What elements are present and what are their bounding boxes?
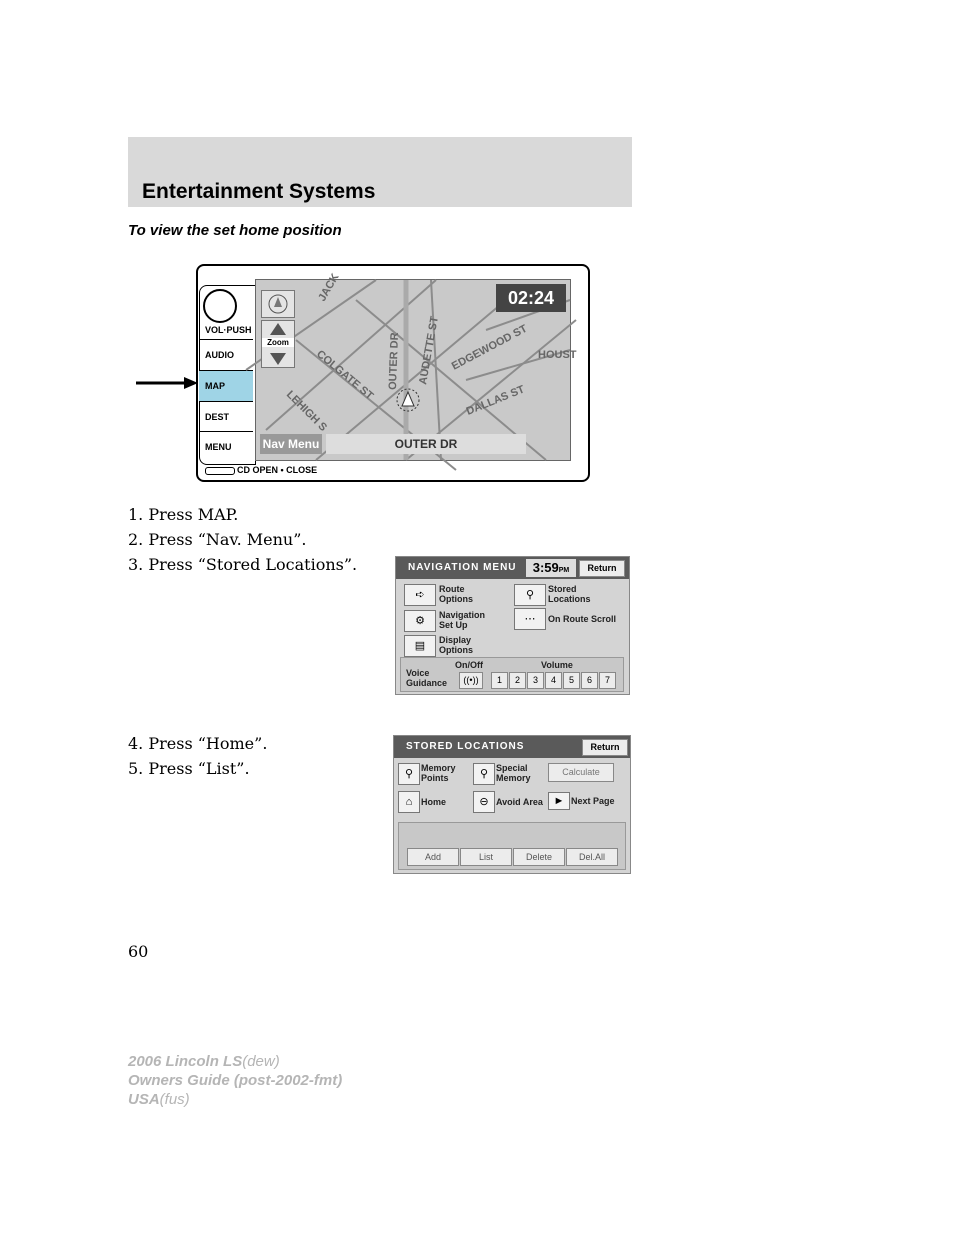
map-street-label: COLGATE ST <box>314 348 376 403</box>
home-icon[interactable]: ⌂ <box>398 791 420 813</box>
step-4: 4. Press “Home”. <box>128 734 268 753</box>
voice-guidance-label: Voice Guidance <box>406 668 448 688</box>
delete-all-button[interactable]: Del.All <box>566 848 618 866</box>
volume-7-button[interactable]: 7 <box>599 672 616 689</box>
step-3: 3. Press “Stored Locations”. <box>128 555 358 574</box>
compass-icon <box>262 291 294 317</box>
nav-screen-time: 3:59PM <box>526 559 576 577</box>
stored-list-area <box>398 822 626 870</box>
navigation-setup-label: Navigation Set Up <box>439 610 486 630</box>
pointer-arrow-icon <box>136 376 200 390</box>
next-page-label: Next Page <box>571 796 615 806</box>
home-label: Home <box>421 797 447 807</box>
compass-button[interactable] <box>261 290 295 318</box>
delete-button[interactable]: Delete <box>513 848 565 866</box>
section-title: Entertainment Systems <box>142 180 376 203</box>
special-memory-icon[interactable]: ⚲ <box>473 763 495 785</box>
cd-label: CD OPEN • CLOSE <box>237 465 318 475</box>
stored-screen-title: STORED LOCATIONS <box>394 736 630 758</box>
calculate-button[interactable]: Calculate <box>548 763 614 782</box>
next-page-icon[interactable]: ► <box>548 792 570 810</box>
avoid-area-icon[interactable]: ⊖ <box>473 791 495 813</box>
list-button[interactable]: List <box>460 848 512 866</box>
map-street-label: LEHIGH S <box>283 388 330 434</box>
add-button[interactable]: Add <box>407 848 459 866</box>
map-street-label: AUDETTE ST <box>417 315 441 386</box>
volume-4-button[interactable]: 4 <box>545 672 562 689</box>
volume-label: Volume <box>541 660 573 670</box>
map-button[interactable]: MAP <box>199 370 253 401</box>
volume-knob[interactable] <box>203 289 237 323</box>
dest-button[interactable]: DEST <box>199 401 253 431</box>
map-display <box>255 271 577 461</box>
voice-guidance-panel <box>400 657 624 692</box>
on-off-label: On/Off <box>455 660 483 670</box>
return-button[interactable]: Return <box>582 739 628 756</box>
display-options-icon[interactable]: ▤ <box>404 635 436 657</box>
footer-line-1: 2006 Lincoln LS(dew) <box>128 1053 280 1070</box>
page-number: 60 <box>128 942 149 961</box>
navigation-setup-icon[interactable]: ⚙ <box>404 610 436 632</box>
stored-locations-label: Stored Locations <box>548 584 591 604</box>
volume-3-button[interactable]: 3 <box>527 672 544 689</box>
route-options-label: Route Options <box>439 584 473 604</box>
step-5: 5. Press “List”. <box>128 759 250 778</box>
display-options-label: Display Options <box>439 635 473 655</box>
special-memory-label: Special Memory <box>496 763 531 783</box>
on-route-scroll-label: On Route Scroll <box>548 614 617 624</box>
audio-button[interactable]: AUDIO <box>199 339 253 369</box>
on-route-scroll-icon[interactable]: ⋯ <box>514 608 546 630</box>
memory-points-label: Memory Points <box>421 763 456 783</box>
subheading: To view the set home position <box>128 222 342 239</box>
volume-6-button[interactable]: 6 <box>581 672 598 689</box>
footer-line-3: USA(fus) <box>128 1091 190 1108</box>
navigation-menu-screen <box>395 556 630 695</box>
map-clock: 02:24 <box>496 284 566 312</box>
map-street-label: HOUST <box>538 349 577 361</box>
map-street-label: EDGEWOOD ST <box>449 322 530 373</box>
map-street-label: DALLAS ST <box>464 383 527 418</box>
menu-button[interactable]: MENU <box>199 431 253 461</box>
stored-locations-icon[interactable]: ⚲ <box>514 584 546 606</box>
stored-locations-screen <box>393 735 631 874</box>
zoom-label: Zoom <box>262 338 294 347</box>
map-street-label: OUTER DR <box>387 332 402 391</box>
step-2: 2. Press “Nav. Menu”. <box>128 530 307 549</box>
volume-2-button[interactable]: 2 <box>509 672 526 689</box>
nav-screen-title: NAVIGATION MENU <box>396 557 629 579</box>
voice-toggle-button[interactable]: ((•)) <box>459 672 483 689</box>
current-street: OUTER DR <box>326 434 526 454</box>
knob-label: VOL·PUSH <box>205 325 252 335</box>
footer-line-2: Owners Guide (post-2002-fmt) <box>128 1072 343 1089</box>
map-street-label: JACK <box>316 271 342 304</box>
avoid-area-label: Avoid Area <box>496 797 543 807</box>
memory-points-icon[interactable]: ⚲ <box>398 763 420 785</box>
cd-slot[interactable] <box>205 465 317 475</box>
nav-menu-button[interactable]: Nav Menu <box>260 434 322 454</box>
return-button[interactable]: Return <box>579 560 625 577</box>
route-options-icon[interactable]: ➪ <box>404 584 436 606</box>
cd-slot-icon <box>205 467 235 475</box>
step-1: 1. Press MAP. <box>128 505 239 524</box>
volume-1-button[interactable]: 1 <box>491 672 508 689</box>
volume-5-button[interactable]: 5 <box>563 672 580 689</box>
zoom-control[interactable] <box>261 320 295 368</box>
